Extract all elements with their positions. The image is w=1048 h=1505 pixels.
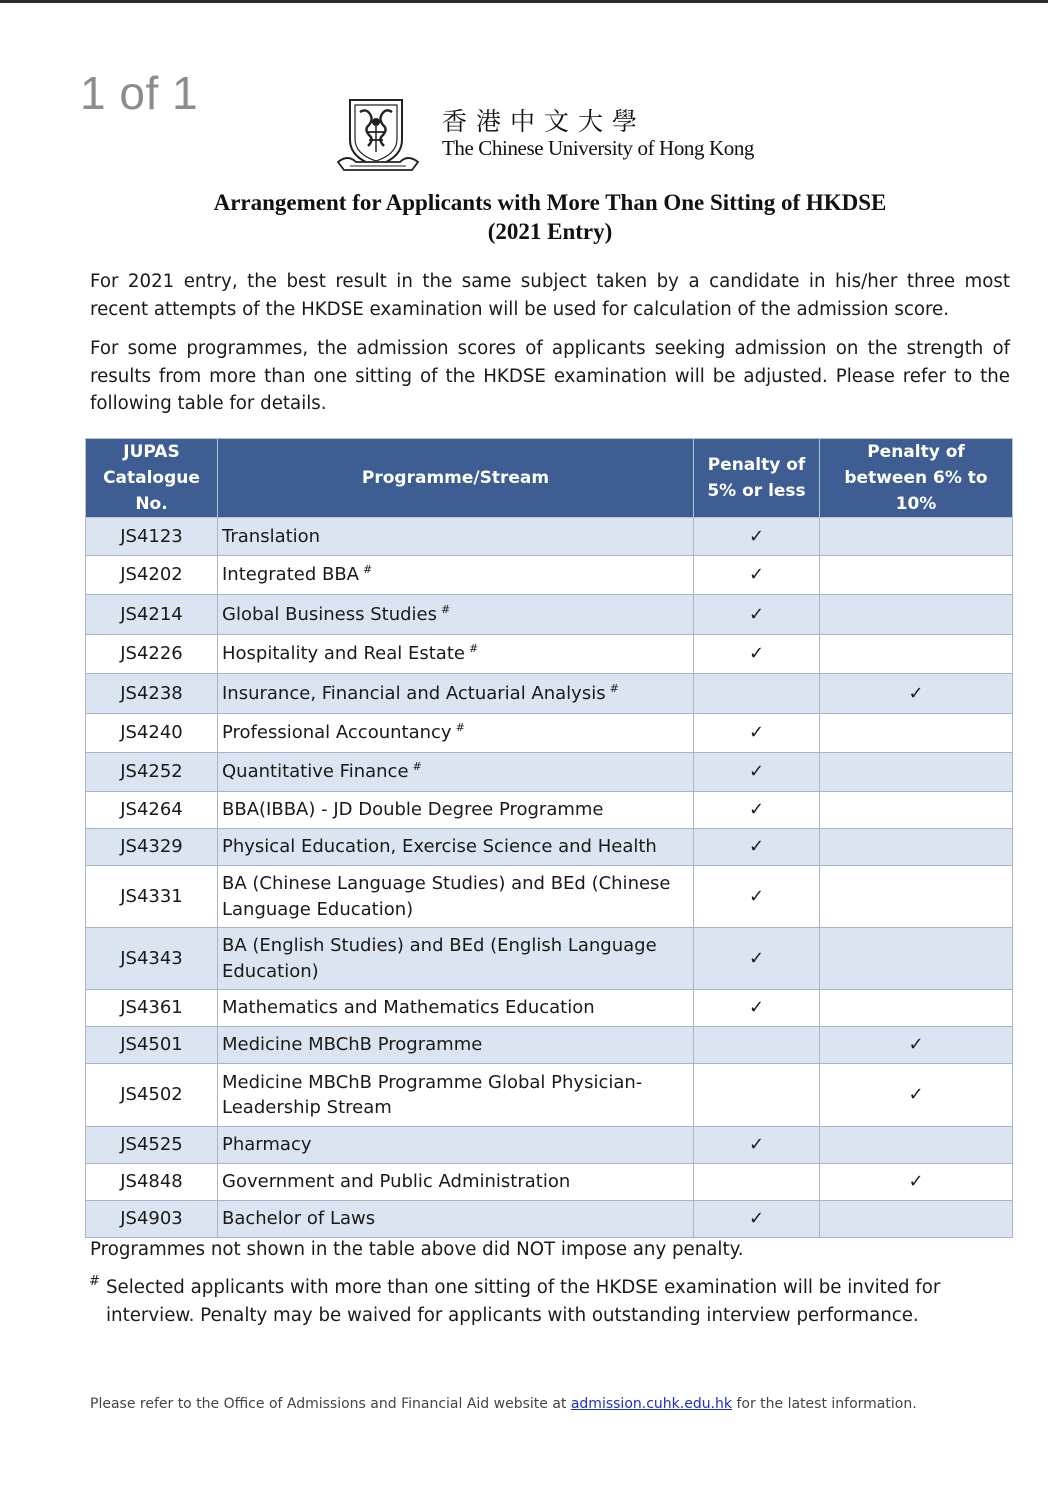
penalty-10-cell xyxy=(820,674,1013,714)
penalty-5-cell xyxy=(694,928,820,990)
penalty-10-cell xyxy=(820,556,1013,595)
check-mark-icon: ✓ xyxy=(748,525,765,547)
penalty-5-cell xyxy=(694,1201,820,1238)
catalogue-no-cell: JS4123 xyxy=(86,518,218,556)
top-divider xyxy=(0,0,1048,3)
table-row xyxy=(86,1127,1013,1164)
table-row xyxy=(86,518,1013,556)
programme-cell xyxy=(218,1164,694,1201)
programme-name: Pharmacy xyxy=(222,1134,312,1156)
table-row xyxy=(86,1164,1013,1201)
penalty-5-cell xyxy=(694,635,820,674)
table-row xyxy=(86,990,1013,1027)
table-row xyxy=(86,829,1013,866)
penalty-5-cell xyxy=(694,1064,820,1127)
university-crest-icon xyxy=(336,96,420,174)
penalty-10-cell xyxy=(820,1164,1013,1201)
programme-cell xyxy=(218,1064,694,1127)
header-programme: Programme/Stream xyxy=(218,439,694,518)
university-name-chinese: 香港中文大學 xyxy=(442,107,647,136)
programme-name: Hospitality and Real Estate xyxy=(222,643,465,665)
header-code-line-1: JUPAS xyxy=(123,442,180,462)
programme-name: Physical Education, Exercise Science and Health xyxy=(222,836,657,858)
footer-prefix: Please refer to the Office of Admissions and Financial Aid website at xyxy=(90,1396,571,1412)
catalogue-no-cell: JS4848 xyxy=(86,1164,218,1201)
penalty-10-cell xyxy=(820,595,1013,635)
penalty-10-cell xyxy=(820,866,1013,928)
programme-cell xyxy=(218,792,694,829)
header-penalty10-line-2: between 6% to 10% xyxy=(844,468,988,514)
table-row xyxy=(86,714,1013,753)
check-mark-icon: ✓ xyxy=(748,947,765,969)
programme-cell xyxy=(218,866,694,928)
penalty-5-cell xyxy=(694,753,820,792)
table-row xyxy=(86,753,1013,792)
penalty-5-cell xyxy=(694,866,820,928)
check-mark-icon: ✓ xyxy=(748,643,765,665)
footnote-marker: # xyxy=(455,721,465,735)
table-row xyxy=(86,674,1013,714)
penalty-5-cell xyxy=(694,1127,820,1164)
penalty-10-cell xyxy=(820,714,1013,753)
footnote-marker: # xyxy=(363,563,373,577)
programme-cell xyxy=(218,674,694,714)
footnote-marker: # xyxy=(609,681,619,695)
table-row xyxy=(86,1201,1013,1238)
footnote-marker: # xyxy=(441,602,451,616)
check-mark-icon: ✓ xyxy=(748,722,765,744)
programme-cell xyxy=(218,829,694,866)
penalty-10-cell xyxy=(820,1027,1013,1064)
header-code-line-2: Catalogue No. xyxy=(103,468,200,514)
penalty-5-cell xyxy=(694,518,820,556)
intro-paragraph-1: For 2021 entry, the best result in the same subject taken by a candidate in his/her three most recent attempts of the HKDSE examination will be used for calculation of the admission score. xyxy=(90,271,1010,320)
table-row xyxy=(86,1027,1013,1064)
programme-cell xyxy=(218,556,694,595)
catalogue-no-cell: JS4501 xyxy=(86,1027,218,1064)
admissions-website-link[interactable]: admission.cuhk.edu.hk xyxy=(570,1396,733,1412)
catalogue-no-cell: JS4252 xyxy=(86,753,218,792)
programme-name: BBA(IBBA) - JD Double Degree Programme xyxy=(222,799,604,821)
table-row xyxy=(86,928,1013,990)
programme-name: Bachelor of Laws xyxy=(222,1208,376,1230)
no-penalty-note: Programmes not shown in the table above did NOT impose any penalty. xyxy=(90,1239,744,1260)
table-header-row xyxy=(86,439,1013,518)
check-mark-icon: ✓ xyxy=(748,761,765,783)
penalty-5-cell xyxy=(694,674,820,714)
check-mark-icon: ✓ xyxy=(908,1084,924,1106)
header-penalty5-line-1: Penalty of xyxy=(707,455,806,475)
footer-note xyxy=(90,1396,917,1412)
penalty-10-cell xyxy=(820,829,1013,866)
catalogue-no-cell: JS4331 xyxy=(86,866,218,928)
table-row xyxy=(86,635,1013,674)
catalogue-no-cell: JS4525 xyxy=(86,1127,218,1164)
header-penalty-5 xyxy=(694,439,820,518)
catalogue-no-cell: JS4240 xyxy=(86,714,218,753)
footnote-marker: # xyxy=(468,642,479,656)
programme-cell xyxy=(218,1027,694,1064)
table-row xyxy=(86,792,1013,829)
penalty-5-cell xyxy=(694,829,820,866)
catalogue-no-cell: JS4361 xyxy=(86,990,218,1027)
programme-name: Mathematics and Mathematics Education xyxy=(222,997,595,1019)
catalogue-no-cell: JS4903 xyxy=(86,1201,218,1238)
programme-cell xyxy=(218,595,694,635)
check-mark-icon: ✓ xyxy=(748,885,765,907)
check-mark-icon: ✓ xyxy=(908,682,924,704)
table-row xyxy=(86,1064,1013,1127)
catalogue-no-cell: JS4329 xyxy=(86,829,218,866)
penalty-5-cell xyxy=(694,792,820,829)
penalty-10-cell xyxy=(820,1201,1013,1238)
penalty-10-cell xyxy=(820,928,1013,990)
footnote-mark: # xyxy=(89,1274,100,1289)
document-title xyxy=(90,188,1010,246)
penalty-10-cell xyxy=(820,635,1013,674)
penalty-table xyxy=(85,438,1013,1238)
programme-name: Government and Public Administration xyxy=(222,1171,571,1193)
check-mark-icon: ✓ xyxy=(748,1208,765,1230)
header-penalty5-line-2: 5% or less xyxy=(707,481,806,501)
header-penalty10-line-1: Penalty of xyxy=(867,442,965,462)
table-body xyxy=(86,518,1013,1238)
header-penalty-10 xyxy=(820,439,1013,518)
table-row xyxy=(86,866,1013,928)
programme-cell xyxy=(218,1201,694,1238)
check-mark-icon: ✓ xyxy=(748,1134,765,1156)
header-catalogue-no xyxy=(86,439,218,518)
check-mark-icon: ✓ xyxy=(748,836,765,858)
penalty-10-cell xyxy=(820,990,1013,1027)
penalty-5-cell xyxy=(694,595,820,635)
penalty-5-cell xyxy=(694,1164,820,1201)
programme-name: BA (Chinese Language Studies) and BEd (Chinese Language Education) xyxy=(222,873,671,920)
check-mark-icon: ✓ xyxy=(908,1171,924,1193)
penalty-5-cell xyxy=(694,714,820,753)
programme-cell xyxy=(218,1127,694,1164)
programme-name: Medicine MBChB Programme xyxy=(222,1034,483,1056)
university-name-english: The Chinese University of Hong Kong xyxy=(442,136,755,160)
programme-name: Insurance, Financial and Actuarial Analysis xyxy=(222,682,606,704)
check-mark-icon: ✓ xyxy=(748,799,765,821)
programme-name: Integrated BBA xyxy=(222,564,359,586)
catalogue-no-cell: JS4264 xyxy=(86,792,218,829)
penalty-10-cell xyxy=(820,792,1013,829)
penalty-10-cell xyxy=(820,518,1013,556)
programme-cell xyxy=(218,635,694,674)
penalty-10-cell xyxy=(820,753,1013,792)
table-row xyxy=(86,595,1013,635)
catalogue-no-cell: JS4343 xyxy=(86,928,218,990)
programme-name: Professional Accountancy xyxy=(222,722,452,744)
check-mark-icon: ✓ xyxy=(748,997,765,1019)
programme-name: Quantitative Finance xyxy=(222,761,409,783)
programme-cell xyxy=(218,714,694,753)
penalty-10-cell xyxy=(820,1064,1013,1127)
check-mark-icon: ✓ xyxy=(908,1034,924,1056)
title-line-1: Arrangement for Applicants with More Than One Sitting of HKDSE xyxy=(213,190,887,215)
programme-name: Translation xyxy=(222,525,321,547)
table-row xyxy=(86,556,1013,595)
catalogue-no-cell: JS4214 xyxy=(86,595,218,635)
penalty-5-cell xyxy=(694,1027,820,1064)
catalogue-no-cell: JS4202 xyxy=(86,556,218,595)
footer-suffix: for the latest information. xyxy=(732,1396,917,1412)
catalogue-no-cell: JS4226 xyxy=(86,635,218,674)
intro-paragraph-2: For some programmes, the admission scores of applicants seeking admission on the strength of results from more than one sitting of the HKDSE examination will be adjusted. Please refer to the following table for details. xyxy=(90,338,1010,414)
programme-cell xyxy=(218,990,694,1027)
university-logo-block xyxy=(336,96,776,176)
programme-name: Medicine MBChB Programme Global Physician-Leadership Stream xyxy=(222,1071,643,1118)
footnote-text: Selected applicants with more than one sitting of the HKDSE examination will be invited for interview. Penalty may be waived for applicants with outstanding interview performance. xyxy=(106,1277,941,1326)
check-mark-icon: ✓ xyxy=(748,603,765,625)
penalty-5-cell xyxy=(694,556,820,595)
programme-name: BA (English Studies) and BEd (English Language Education) xyxy=(222,935,657,982)
check-mark-icon: ✓ xyxy=(748,564,765,586)
programme-name: Global Business Studies xyxy=(222,603,438,625)
programme-cell xyxy=(218,753,694,792)
catalogue-no-cell: JS4502 xyxy=(86,1064,218,1127)
penalty-10-cell xyxy=(820,1127,1013,1164)
programme-cell xyxy=(218,928,694,990)
footnote-marker: # xyxy=(412,760,422,774)
programme-cell xyxy=(218,518,694,556)
penalty-5-cell xyxy=(694,990,820,1027)
catalogue-no-cell: JS4238 xyxy=(86,674,218,714)
title-line-2: (2021 Entry) xyxy=(487,219,613,244)
page-indicator: 1 of 1 xyxy=(80,67,199,119)
